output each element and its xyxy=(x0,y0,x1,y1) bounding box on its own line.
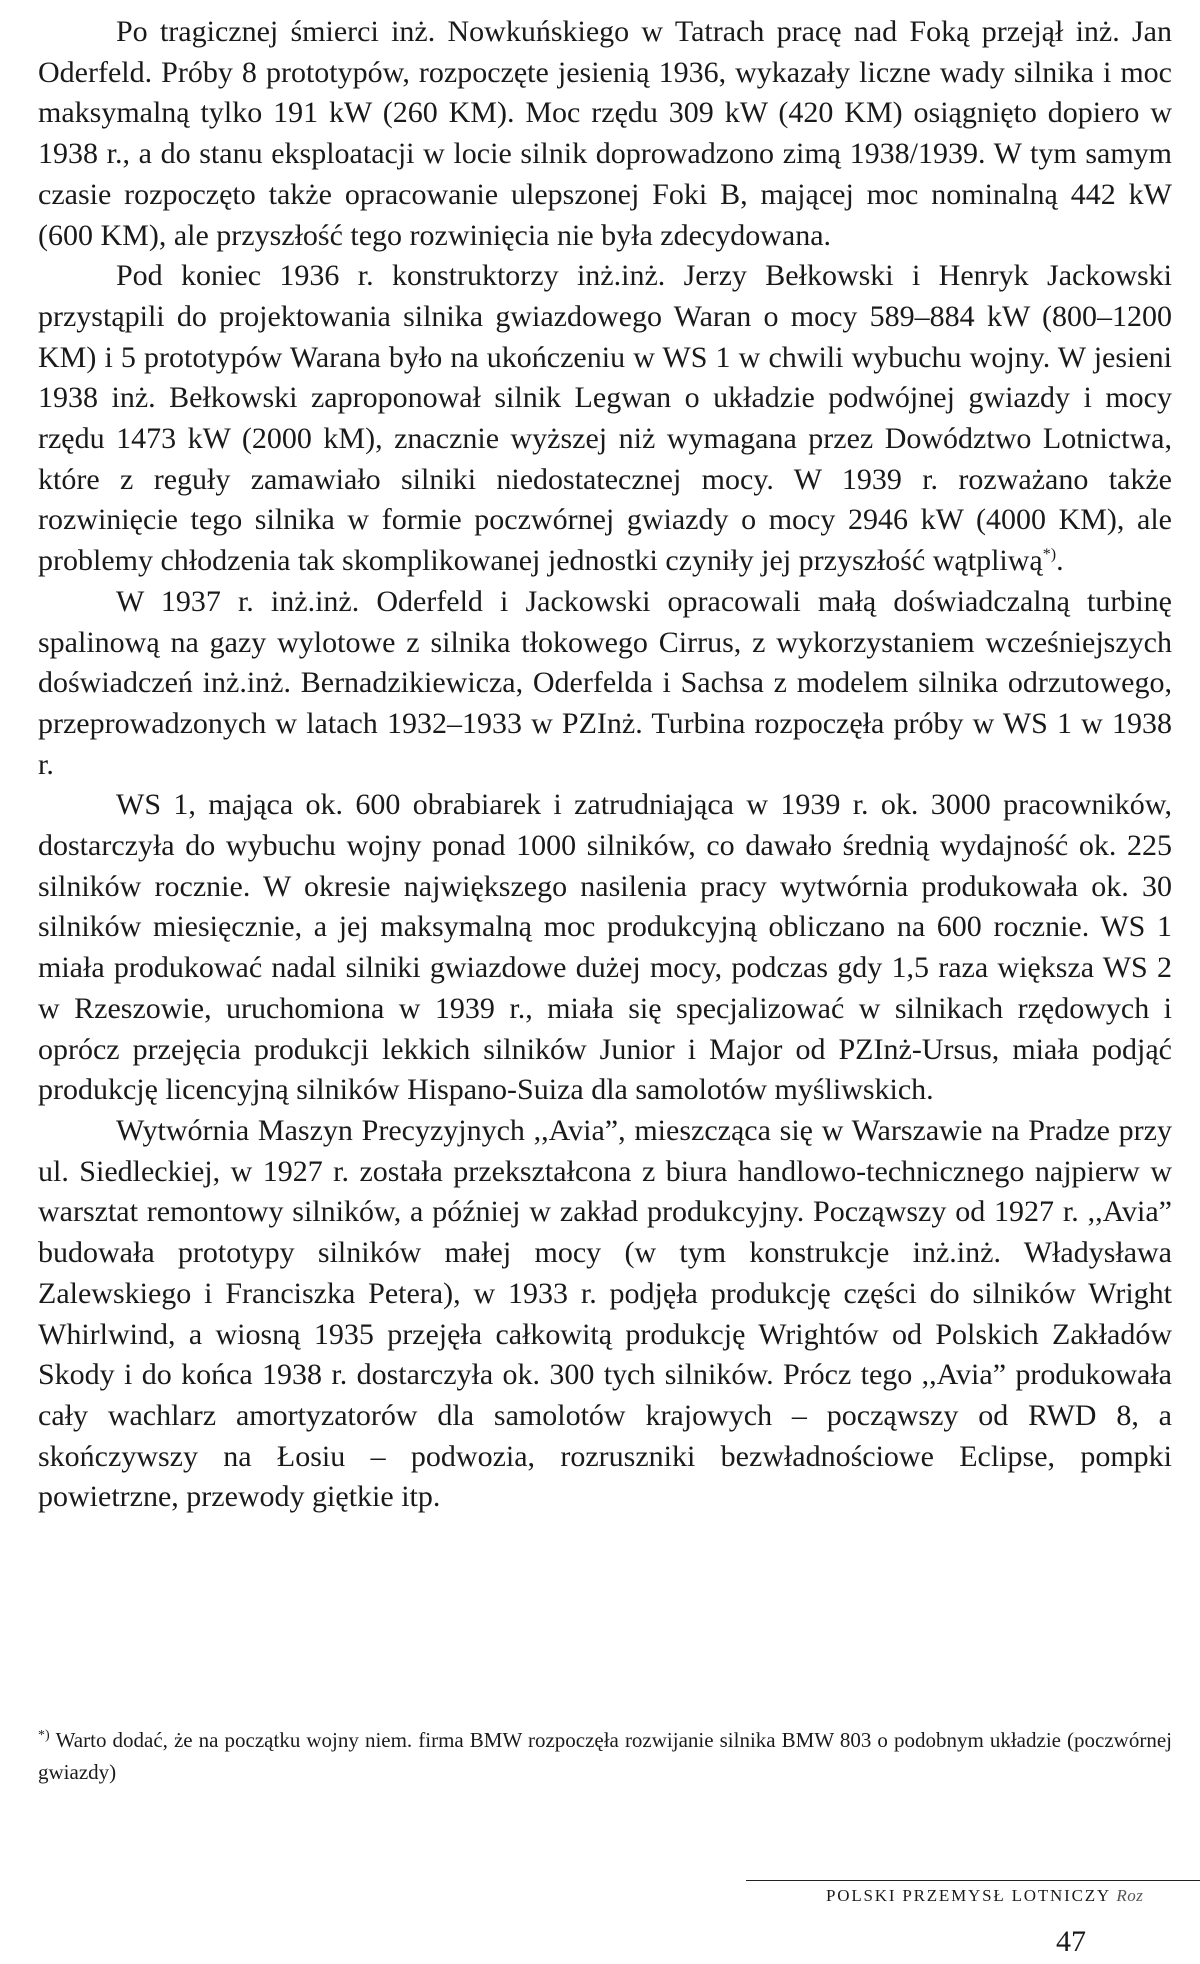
running-head-continuation: Roz xyxy=(1116,1886,1144,1905)
footnote xyxy=(38,1720,1172,1788)
footnote-reference[interactable]: *) xyxy=(1042,546,1057,564)
running-head xyxy=(826,1886,1200,1906)
page-number: 47 xyxy=(1056,1925,1086,1958)
paragraph-2-end: . xyxy=(1056,544,1064,578)
footnote-marker: *) xyxy=(38,1728,50,1743)
paragraph-1: Po tragicznej śmierci inż. Nowkuńskiego w Tatrach pracę nad Foką przejął inż. Jan Oderfeld. Próby 8 prototypów, rozpoczęte jesienią 1936, wykazały liczne wady silnika i moc maksymalną tylko 191 kW (260 KM). Moc rzędu 309 kW (420 KM) osiągnięto dopiero w 1938 r., a do stanu eksploatacji w locie silnik doprowadzono zimą 1938/1939. W tym samym czasie rozpoczęto także opracowanie ulepszonej Foki B, mającej moc nominalną 442 kW (600 KM), ale przyszłość tego rozwinięcia nie była zdecydowana. xyxy=(38,15,1172,252)
paragraph-2-text: Pod koniec 1936 r. konstruktorzy inż.inż. Jerzy Bełkowski i Henryk Jackowski przystąpili do projektowania silnika gwiazdowego Waran o mocy 589–884 kW (800–1200 KM) i 5 prototypów Warana było na ukończeniu w WS 1 w chwili wybuchu wojny. W jesieni 1938 inż. Bełkowski zaproponował silnik Legwan o układzie podwójnej gwiazdy i mocy rzędu 1473 kW (2000 kM), znacznie wyższej niż wymagana przez Dowództwo Lotnictwa, które z reguły zamawiało silniki niedostatecznej mocy. W 1939 r. rozważano także rozwinięcie tego silnika w formie poczwórnej gwiazdy o mocy 2946 kW (4000 KM), ale problemy chłodzenia tak skomplikowanej jednostki czyniły jej przyszłość wątpliwą xyxy=(38,259,1172,578)
main-text xyxy=(38,12,1172,1518)
paragraph-3: W 1937 r. inż.inż. Oderfeld i Jackowski opracowali małą doświadczalną turbinę spalinową na gazy wylotowe z silnika tłokowego Cirrus, z wykorzystaniem wcześniejszych doświadczeń inż.inż. Bernadzikiewicza, Oderfelda i Sachsa z modelem silnika odrzutowego, przeprowadzonych w latach 1932–1933 w PZInż. Turbina rozpoczęła próby w WS 1 w 1938 r. xyxy=(38,584,1172,781)
running-head-rule xyxy=(746,1880,1200,1881)
paragraph-5: Wytwórnia Maszyn Precyzyjnych ,,Avia”, mieszcząca się w Warszawie na Pradze przy ul. Siedleckiej, w 1927 r. została przekształcona z biura handlowo-technicznego najpierw w warsztat remontowy silników, a później w zakład produkcyjny. Począwszy od 1927 r. ,,Avia” budowała prototypy silników małej mocy (w tym konstrukcje inż.inż. Władysława Zalewskiego i Franciszka Petera), w 1933 r. podjęła produkcję części do silników Wright Whirlwind, a wiosną 1935 przejęła całkowitą produkcję Wrightów od Polskich Zakładów Skody i do końca 1938 r. dostarczyła ok. 300 tych silników. Prócz tego ,,Avia” produkowała cały wachlarz amortyzatorów dla samolotów krajowych – począwszy od RWD 8, a skończywszy na Łosiu – podwozia, rozruszniki bezwładnościowe Eclipse, pompki powietrzne, przewody giętkie itp. xyxy=(38,1113,1172,1514)
footnote-text: Warto dodać, że na początku wojny niem. firma BMW rozpoczęła rozwijanie silnika BMW 803 o podobnym układzie (poczwórnej gwiazdy) xyxy=(38,1728,1172,1784)
paragraph-2 xyxy=(38,256,1172,582)
running-head-title: POLSKI PRZEMYSŁ LOTNICZY xyxy=(826,1886,1111,1905)
paragraph-4: WS 1, mająca ok. 600 obrabiarek i zatrudniająca w 1939 r. ok. 3000 pracowników, dostarczyła do wybuchu wojny ponad 1000 silników, co dawało średnią wydajność ok. 225 silników rocznie. W okresie największego nasilenia pracy wytwórnia produkowała ok. 30 silników miesięcznie, a jej maksymalną moc produkcyjną obliczano na 600 rocznie. WS 1 miała produkować nadal silniki gwiazdowe dużej mocy, podczas gdy 1,5 raza większa WS 2 w Rzeszowie, uruchomiona w 1939 r., miała się specjalizować w silnikach rzędowych i oprócz przejęcia produkcji lekkich silników Junior i Major od PZInż-Ursus, miała podjąć produkcję licencyjną silników Hispano-Suiza dla samolotów myśliwskich. xyxy=(38,788,1172,1107)
